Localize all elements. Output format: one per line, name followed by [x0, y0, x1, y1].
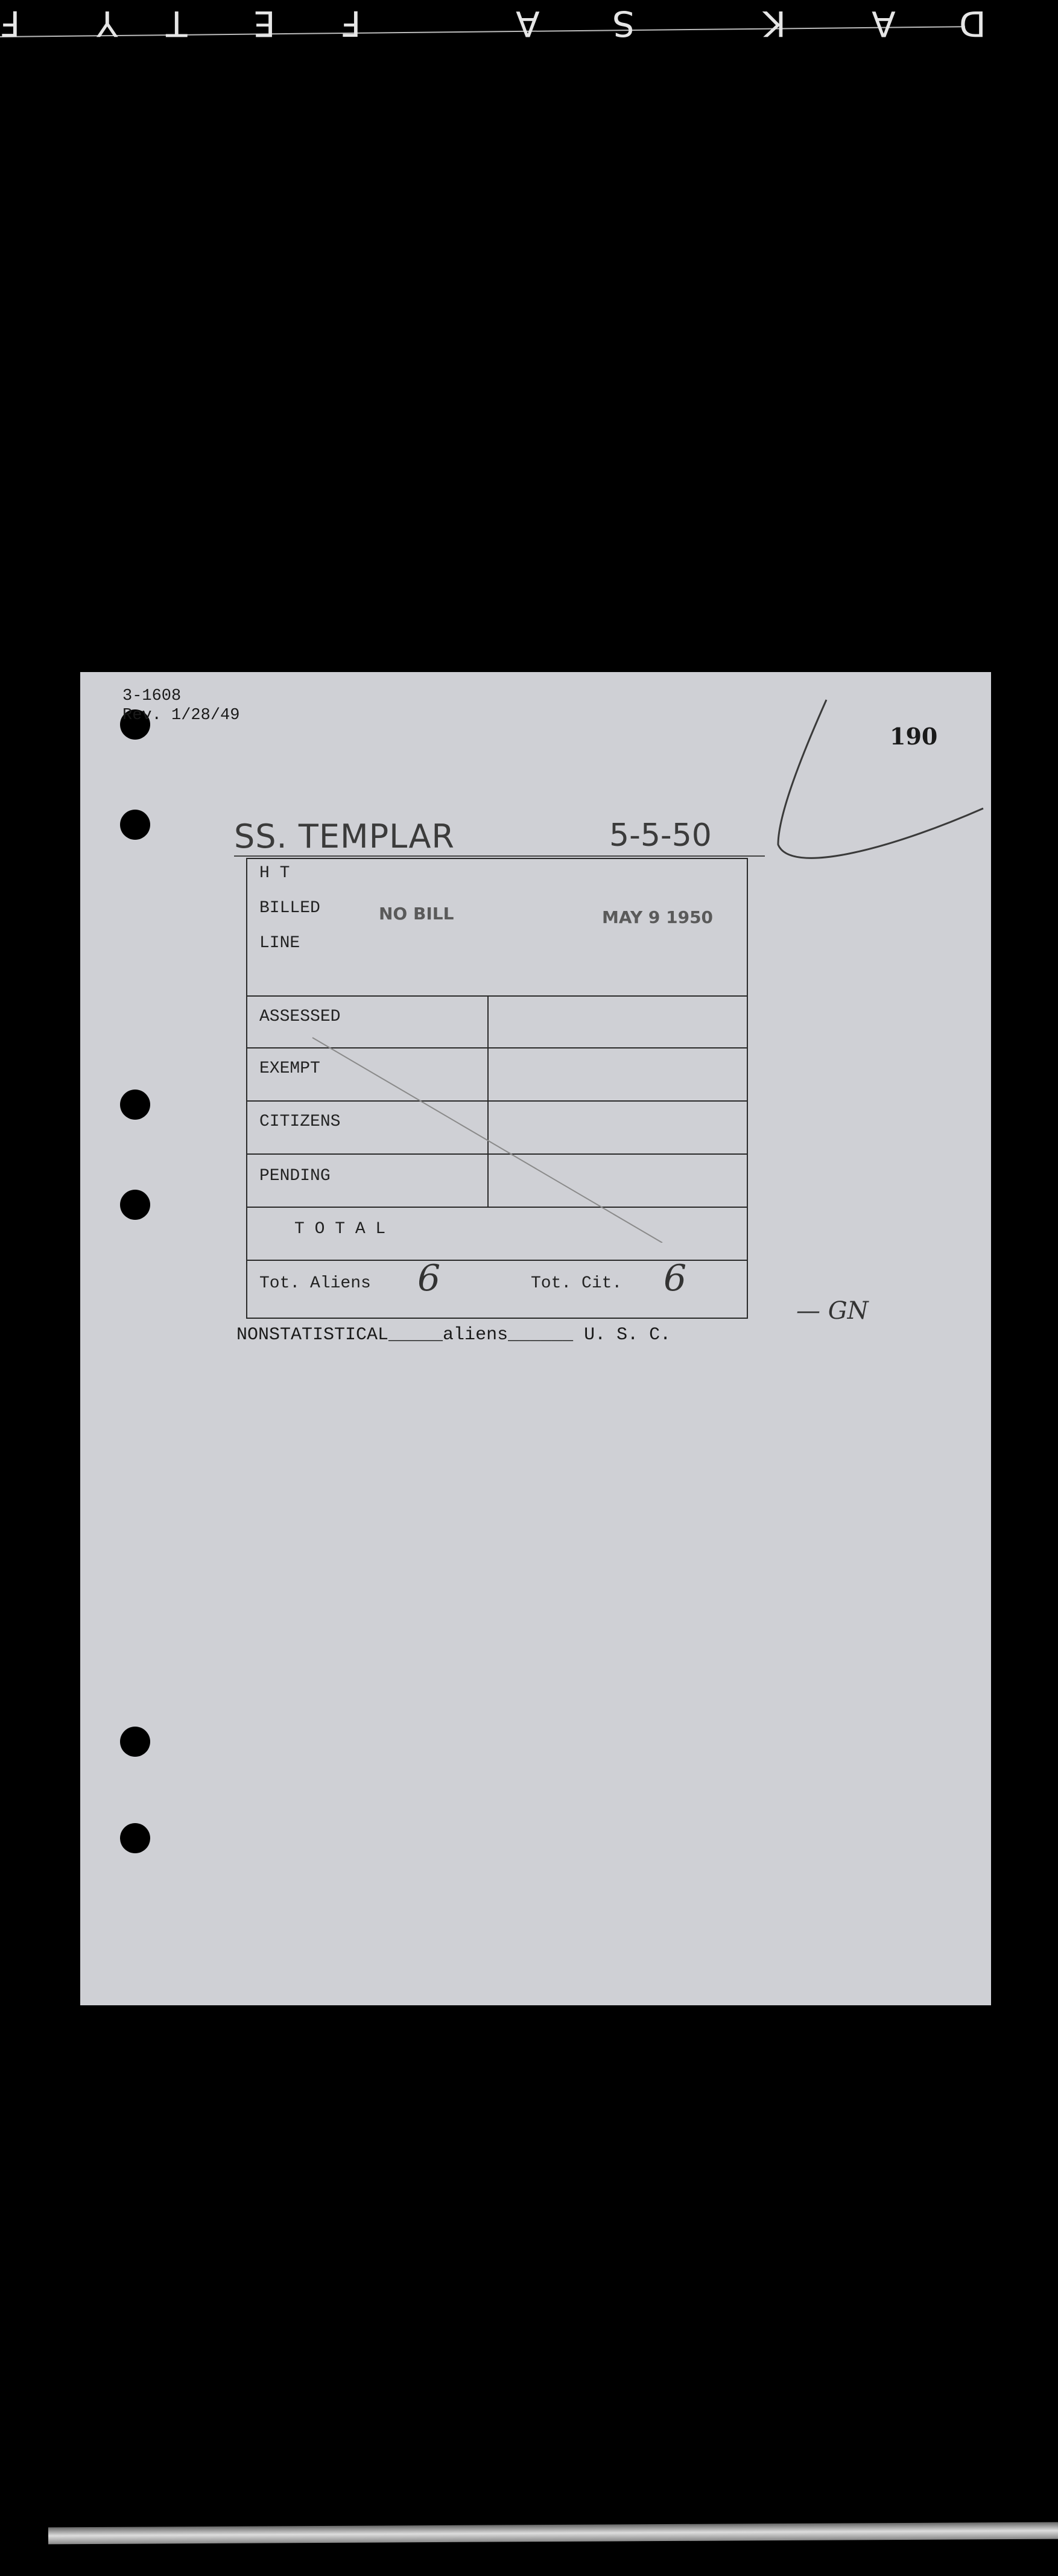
film-edge-letter: F	[0, 3, 21, 44]
film-edge-letter: A	[516, 3, 540, 44]
ht-label: H T	[259, 864, 290, 883]
film-edge-letter: F	[341, 3, 361, 44]
date-stamp: MAY 9 1950	[602, 907, 714, 927]
tot-aliens-value: 6	[417, 1257, 441, 1299]
film-edge-letter: D	[959, 3, 986, 44]
film-edge-banner	[0, 0, 1058, 60]
exempt-label: EXEMPT	[259, 1059, 320, 1078]
film-edge-letter: T	[166, 3, 188, 44]
total-label: T O T A L	[294, 1220, 386, 1239]
form-code	[122, 687, 239, 725]
row-divider	[247, 995, 747, 997]
billed-label: BILLED	[259, 899, 320, 918]
handwritten-initials: — GN	[796, 1297, 869, 1325]
punch-hole	[120, 1823, 150, 1853]
film-edge-letter: S	[612, 3, 635, 44]
film-edge-letter: Y	[97, 3, 118, 44]
ship-underline	[234, 855, 765, 857]
form-revision: Rev. 1/28/49	[122, 706, 240, 725]
film-edge-letter: E	[253, 3, 276, 44]
citizens-label: CITIZENS	[259, 1112, 341, 1131]
tot-aliens-label: Tot. Aliens	[259, 1274, 371, 1293]
punch-hole	[120, 1727, 150, 1757]
tot-cit-label: Tot. Cit.	[531, 1274, 622, 1293]
line-label: LINE	[259, 934, 300, 953]
film-bottom-edge	[48, 2522, 1058, 2545]
diagonal-strike-line	[246, 1026, 746, 1243]
nonstatistical-line: NONSTATISTICAL_____aliens______ U. S. C.	[236, 1325, 671, 1345]
page-number: 190	[890, 723, 938, 750]
assessed-label: ASSESSED	[259, 1007, 341, 1026]
punch-hole	[120, 1090, 150, 1120]
punch-hole	[120, 1190, 150, 1220]
no-bill-stamp: NO BILL	[379, 904, 454, 924]
punch-hole	[120, 810, 150, 840]
ship-name: SS. TEMPLAR	[234, 817, 455, 855]
handwritten-bracket-mark	[766, 694, 995, 887]
ship-date: 5-5-50	[609, 817, 712, 854]
film-edge-letter: K	[763, 3, 787, 44]
pending-label: PENDING	[259, 1167, 331, 1185]
tot-cit-value: 6	[664, 1257, 687, 1299]
film-edge-line	[0, 26, 965, 37]
film-edge-letter: A	[872, 3, 896, 44]
form-number: 3-1608	[122, 687, 182, 705]
